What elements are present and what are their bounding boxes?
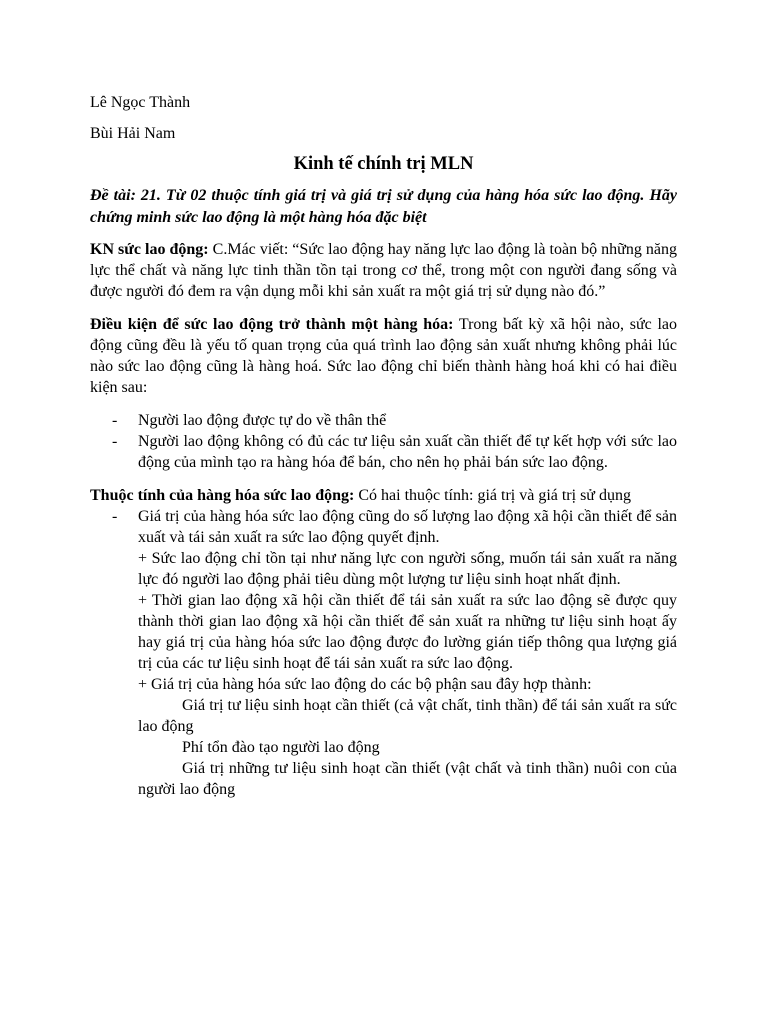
paragraph-conditions: [90, 314, 677, 398]
paragraph-properties: [90, 485, 677, 506]
component-item: Giá trị tư liệu sinh hoạt cần thiết (cả vật chất, tinh thần) để tái sản xuất ra sức lao động: [138, 697, 677, 735]
list-item: [90, 506, 677, 548]
list-item: [90, 431, 677, 473]
definition-heading: KN sức lao động:: [90, 241, 209, 258]
dash-bullet: -: [112, 508, 118, 525]
conditions-heading: Điều kiện để sức lao động trở thành một hàng hóa:: [90, 316, 454, 333]
document-title: Kinh tế chính trị MLN: [293, 154, 474, 174]
component-item: Phí tổn đào tạo người lao động: [182, 739, 380, 756]
properties-heading: Thuộc tính của hàng hóa sức lao động:: [90, 487, 355, 504]
component-item: Giá trị những tư liệu sinh hoạt cần thiết (vật chất và tinh thần) nuôi con của người lao động: [138, 760, 677, 798]
plus-item: + Thời gian lao động xã hội cần thiết để tái sản xuất ra sức lao động sẽ được quy thành thời gian lao động xã hội cần thiết để sản xuất ra những tư liệu sinh hoạt ấy hay giá trị của hàng hóa sức lao động được đo lường gián tiếp thông qua lượng giá trị của các tư liệu sinh hoạt để tái sản xuất ra sức lao động.: [138, 592, 677, 672]
list-item-text: Người lao động không có đủ các tư liệu sản xuất cần thiết để tự kết hợp với sức lao động của mình tạo ra hàng hóa để bán, cho nên họ phải bán sức lao động.: [138, 433, 677, 471]
conditions-text: Trong bất kỳ xã hội nào, sức lao động cũng đều là yếu tố quan trọng của quá trình lao động sản xuất nhưng không phải lúc nào sức lao động cũng là hàng hoá. Sức lao động chỉ biến thành hàng hoá khi có hai điều kiện sau:: [90, 316, 677, 396]
conditions-list: [90, 410, 677, 473]
list-item-text: Người lao động được tự do về thân thể: [138, 412, 387, 429]
list-item: [90, 410, 677, 431]
properties-text: Có hai thuộc tính: giá trị và giá trị sử dụng: [354, 487, 631, 504]
plus-item: + Sức lao động chỉ tồn tại như năng lực con người sống, muốn tái sản xuất ra năng lực đó người lao động phải tiêu dùng một lượng tư liệu sinh hoạt nhất định.: [138, 550, 677, 588]
plus-item: + Giá trị của hàng hóa sức lao động do các bộ phận sau đây hợp thành:: [138, 676, 592, 693]
dash-bullet: -: [112, 412, 118, 429]
paragraph-definition: [90, 239, 677, 302]
topic-heading: Đề tài: 21. Từ 02 thuộc tính giá trị và giá trị sử dụng của hàng hóa sức lao động. Hãy chứng minh sức lao động là một hàng hóa đặc biệt: [90, 187, 677, 226]
author-name: Lê Ngọc Thành: [90, 94, 191, 111]
definition-text: C.Mác viết: “Sức lao động hay năng lực lao động là toàn bộ những năng lực thể chất và năng lực tinh thần tồn tại trong cơ thể, trong một con người đang sống và được người đó đem ra vận dụng mỗi khi sản xuất ra một giá trị sử dụng nào đó.”: [90, 241, 677, 300]
document-page: [90, 92, 677, 800]
author-name: Bùi Hải Nam: [90, 125, 176, 142]
list-item-text: Giá trị của hàng hóa sức lao động cũng do số lượng lao động xã hội cần thiết để sản xuất và tái sản xuất ra sức lao động quyết định.: [138, 508, 677, 546]
dash-bullet: -: [112, 433, 118, 450]
